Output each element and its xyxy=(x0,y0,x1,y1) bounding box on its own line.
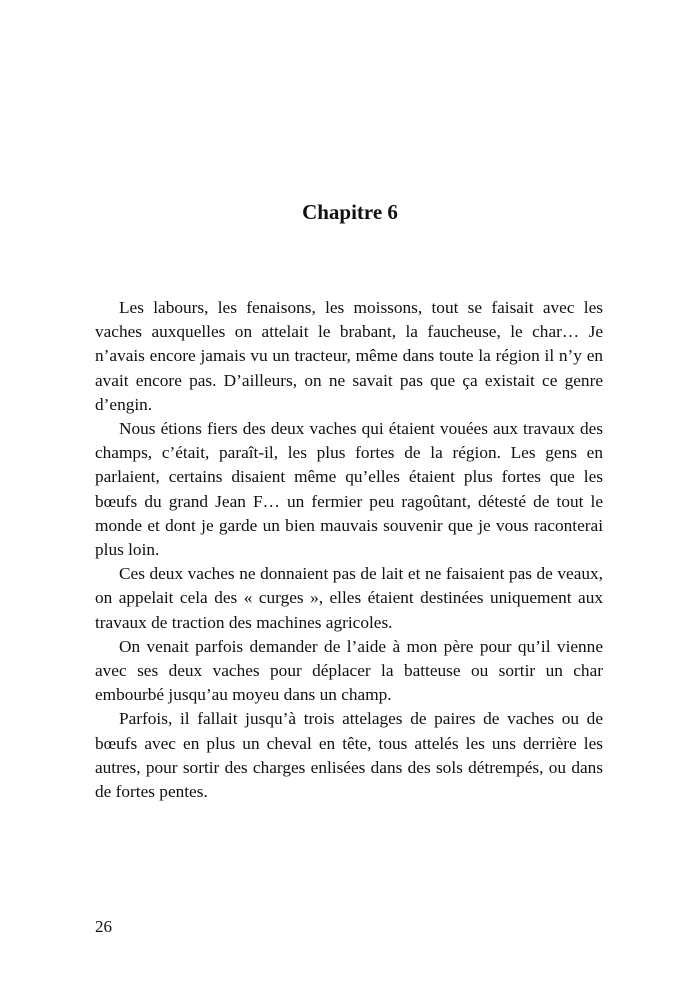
chapter-title: Chapitre 6 xyxy=(302,200,398,224)
page-number: 26 xyxy=(95,917,112,936)
paragraph-4: On venait parfois demander de l’aide à mon père pour qu’il vienne avec ses deux vaches pour déplacer la batteuse ou sortir un char embourbé jusqu’au moyeu dans un champ. xyxy=(95,636,603,705)
paragraph-2: Nous étions fiers des deux vaches qui étaient vouées aux travaux des champs, c’était, paraît-il, les plus fortes de la région. Les gens en parlaient, certains disaient même qu’elles étaient plus fortes que les bœufs du grand Jean F… un fermier peu ragoûtant, détesté de tout le monde et dont je garde un bien mauvais souvenir que je vous raconterai plus loin. xyxy=(95,419,603,560)
body-text xyxy=(95,296,603,804)
paragraph-1: Les labours, les fenaisons, les moissons, tout se faisait avec les vaches auxquelles on attelait le brabant, la faucheuse, le char… Je n’avais encore jamais vu un tracteur, même dans toute la région il n’y en avait encore pas. D’ailleurs, on ne savait pas que ça existait ce genre d’engin. xyxy=(95,298,603,414)
paragraph-5: Parfois, il fallait jusqu’à trois attelages de paires de vaches ou de bœufs avec en plus un cheval en tête, tous attelés les uns derrière les autres, pour sortir des charges enlisées dans des sols détrempés, ou dans de fortes pentes. xyxy=(95,709,603,802)
paragraph-3: Ces deux vaches ne donnaient pas de lait et ne faisaient pas de veaux, on appelait cela des « curges », elles étaient destinées uniquement aux travaux de traction des machines agricoles. xyxy=(95,564,603,632)
